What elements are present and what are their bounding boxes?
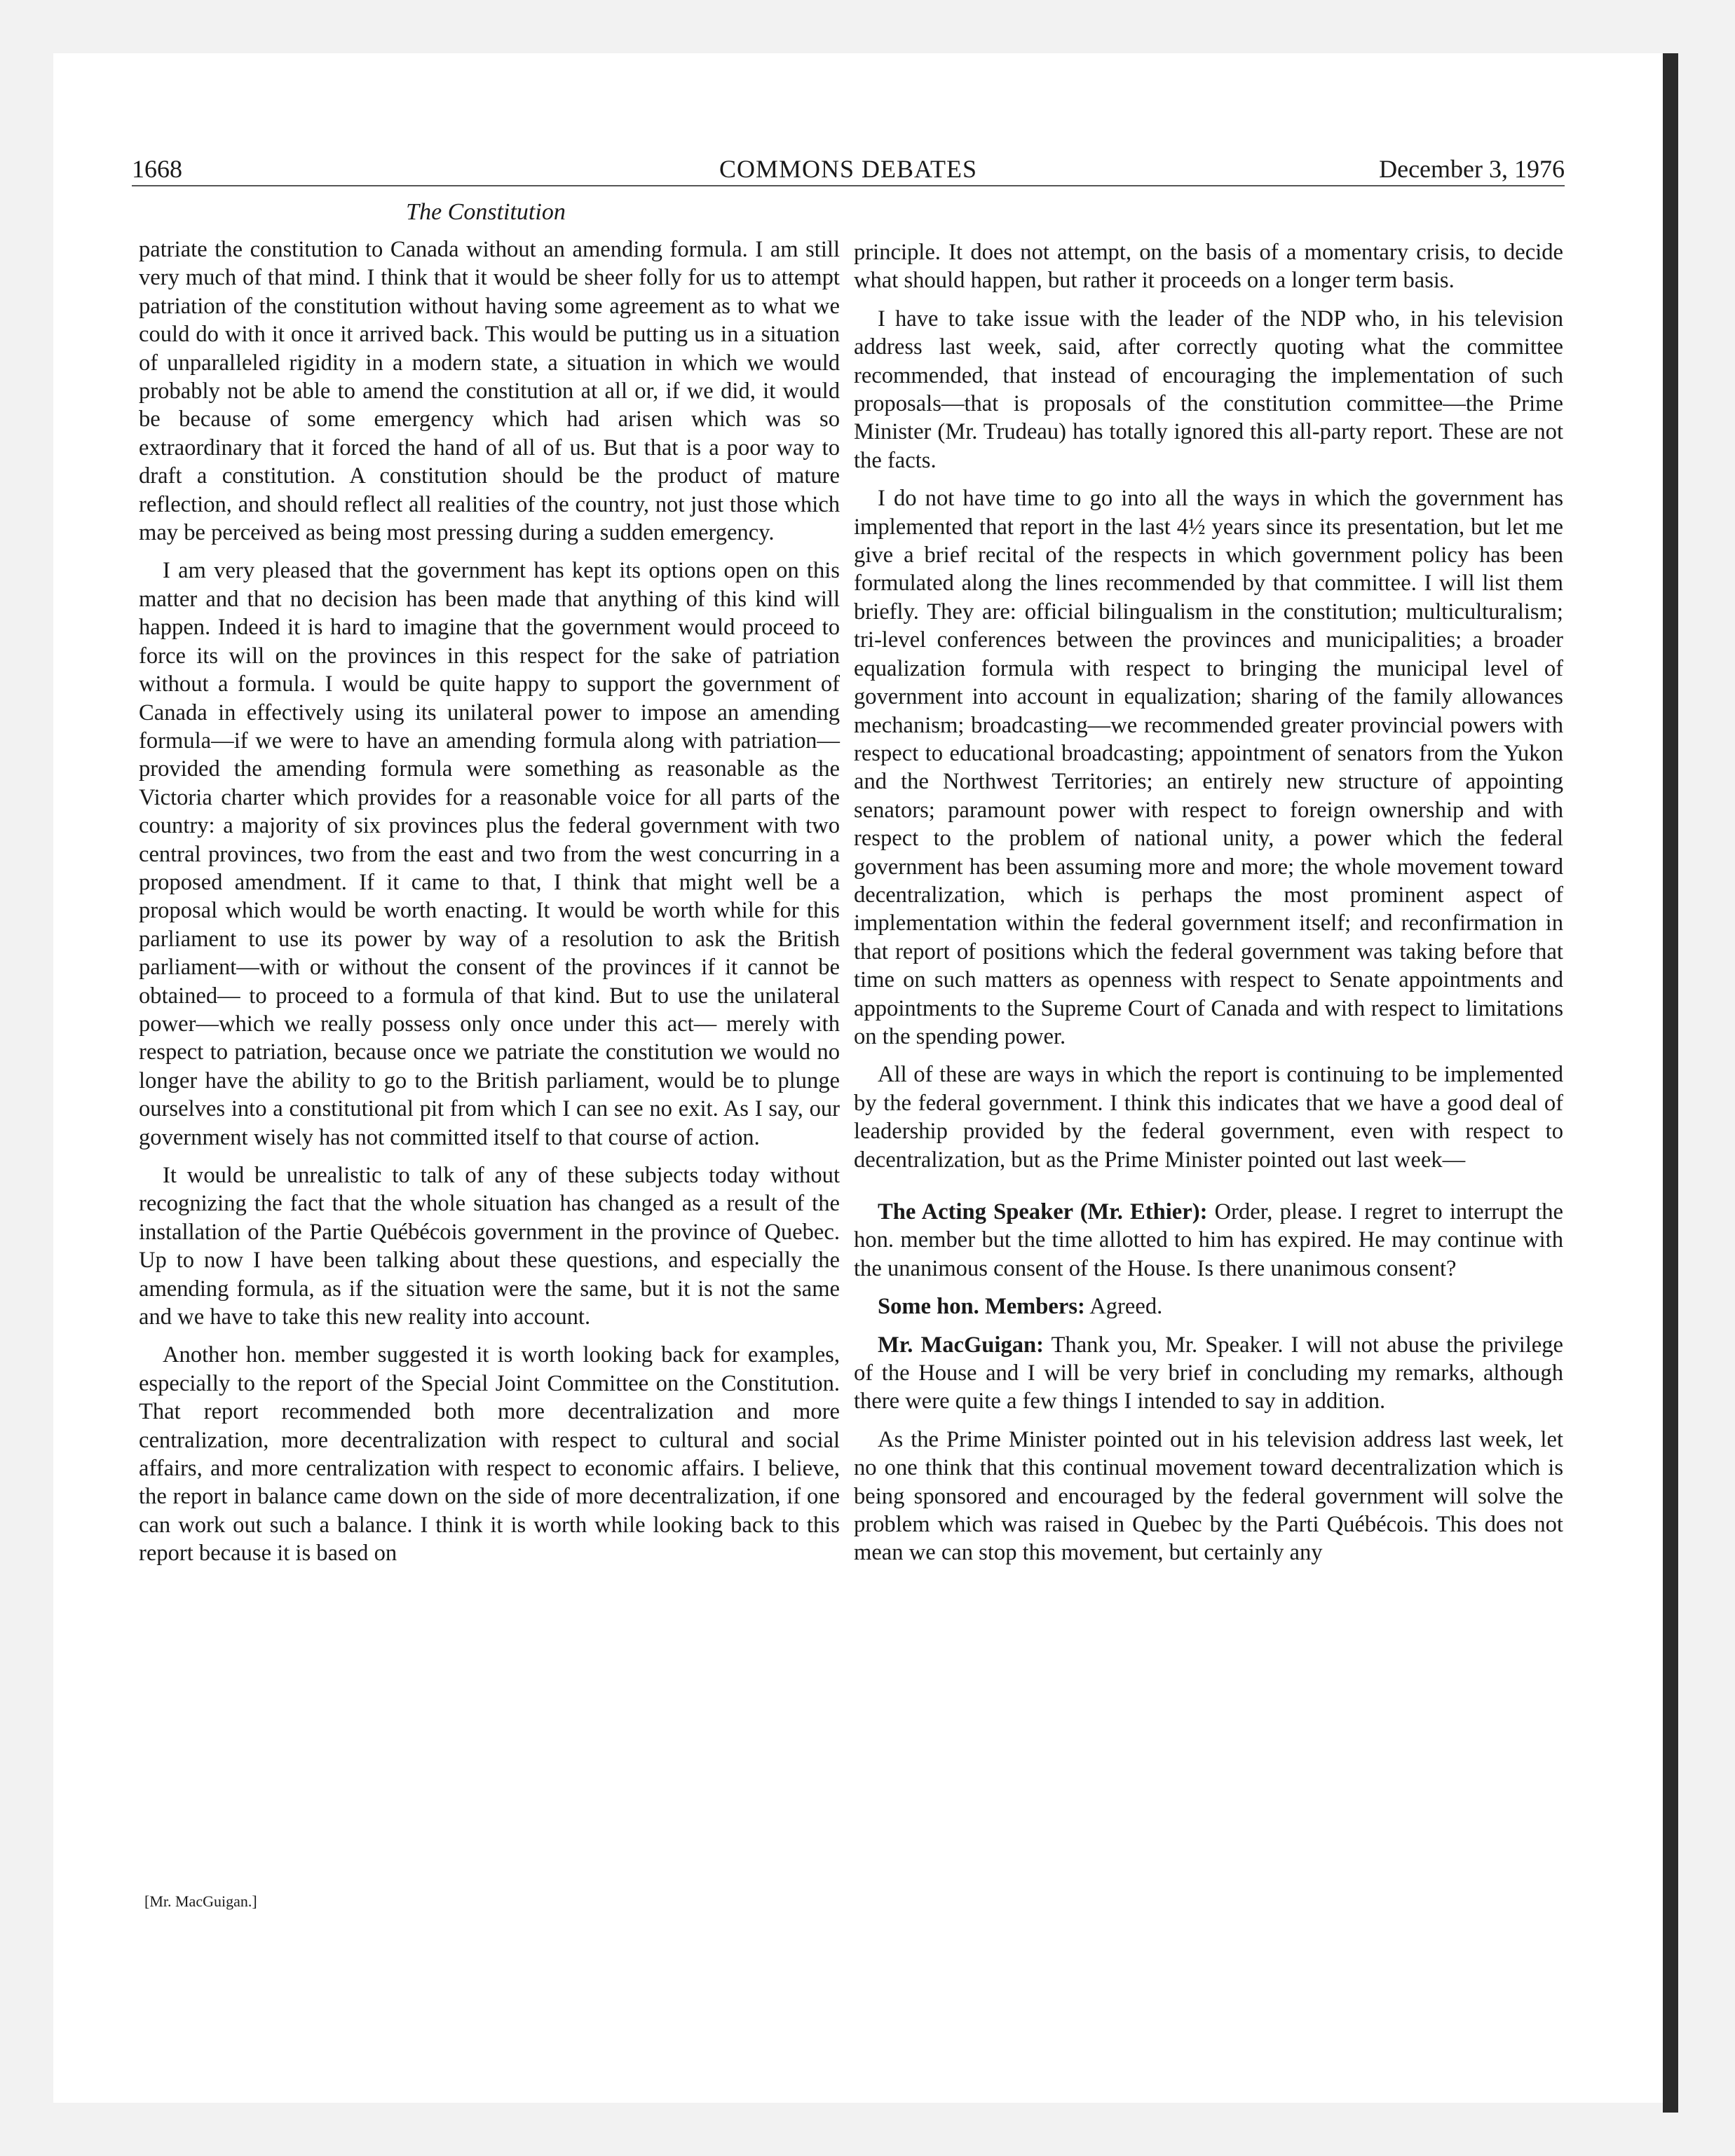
speaker-paragraph	[854, 1292, 1563, 1321]
paragraph: I have to take issue with the leader of the NDP who, in his television address last week, said, after correctly quoting what the committee recommended, that instead of encouraging the implementation of such proposals—that is proposals of the constitution committee—the Prime Minister (Mr. Trudeau) has totally ignored this all-party report. These are not the facts.	[854, 306, 1563, 473]
paragraph: It would be unrealistic to talk of any of these subjects today without recognizing the fact that the whole situation has changed as a result of the installation of the Partie Québécois government in the province of Quebec. Up to now I have been talking about these questions, and especially the amending formula, as if the situation were the same, but it is not the same and we have to take this new reality into account.	[139, 1163, 840, 1330]
scan-edge-shadow	[1663, 53, 1678, 2113]
paragraph: Another hon. member suggested it is worth looking back for examples, especially to the report of the Special Joint Committee on the Constitution. That report recommended both more decentralization and more centralization, more decentralization with respect to cultural and social affairs, and more centralization with respect to economic affairs. I believe, the report in balance came down on the side of more decentralization, if one can work out such a balance. I think it is worth while looking back to this report because it is based on	[139, 1342, 840, 1567]
speaker-attribution: [Mr. MacGuigan.]	[144, 1892, 257, 1910]
left-column	[139, 236, 840, 1568]
running-header	[132, 147, 1565, 186]
paragraph: As the Prime Minister pointed out in his television address last week, let no one think that this continual movement toward decentralization which is being sponsored and encouraged by the federal government will solve the problem which was raised in Quebec by the Parti Québécois. This does not mean we can stop this movement, but certainly any	[854, 1426, 1563, 1566]
paragraph: patriate the constitution to Canada without an amending formula. I am still very much of that mind. I think that it would be sheer folly for us to attempt patriation of the constitution without having some agreement as to what we could do with it once it arrived back. This would be putting us in a situation of unparalleled rigidity in a modern state, a situation in which we would probably not be able to amend the constitution at all or, if we did, it would be because of some emergency which had arisen which was so extraordinary that it forced the hand of all of us. But that is a poor way to draft a constitution. A constitution should be the product of mature reflection, and should reflect all realities of the country, not just those which may be perceived as being most pressing during a sudden emergency.	[139, 237, 840, 546]
paragraph: I am very pleased that the government has kept its options open on this matter and that no decision has been made that anything of this kind will happen. Indeed it is hard to imagine that the government would proceed to force its will on the provinces in this respect for the sake of patriation without a formula. I would be quite happy to support the government of Canada in effectively using its unilateral power to impose an amending formula—if we were to have an amending formula along with patriation—provided the amending formula were something as reasonable as the Victoria charter which provides for a reasonable voice for all parts of the country: a majority of six provinces plus the federal government with two central provinces, two from the east and two from the west concurring in a proposed amendment. If it came to that, I think that might well be a proposal which would be worth enacting. It would be worth while for this parliament to use its power by way of a resolution to ask the British parliament—with or without the consent of the provinces if it cannot be obtained— to proceed to a formula of that kind. But to use the unilateral power—which we really possess only once under this act— merely with respect to patriation, because once we patriate the constitution we would no longer have the ability to go to the British parliament, would be to plunge ourselves into a constitutional pit from which I can see no exit. As I say, our government wisely has not committed itself to that course of action.	[139, 558, 840, 1150]
right-column	[854, 238, 1563, 1567]
speaker-paragraph	[854, 1331, 1563, 1416]
speech-text: Thank you, Mr. Speaker. I will not abuse the privilege of the House and I will be very brief in concluding my remarks, although there were quite a few things I intended to say in addition.	[854, 1332, 1563, 1414]
paragraph: principle. It does not attempt, on the basis of a momentary crisis, to decide what should happen, but rather it proceeds on a longer term basis.	[854, 240, 1563, 294]
speaker-paragraph	[854, 1198, 1563, 1283]
publication-title: COMMONS DEBATES	[719, 155, 978, 183]
speech-text: Order, please. I regret to interrupt the hon. member but the time allotted to him has expired. He may continue with the unanimous consent of the House. Is there unanimous consent?	[854, 1199, 1563, 1281]
speaker-name: The Acting Speaker (Mr. Ethier):	[878, 1199, 1208, 1224]
paragraph: I do not have time to go into all the ways in which the government has implemented that report in the last 4½ years since its presentation, but let me give a brief recital of the respects in which government policy has been formulated along the lines recommended by that committee. I will list them briefly. They are: official bilingualism in the constitution; multiculturalism; tri-level conferences between the provinces and municipalities; a broader equalization formula with respect to bringing the municipal level of government into account in equalization; sharing of the family allowances mechanism; broadcasting—we recommended greater provincial powers with respect to educational broadcasting; appointment of senators from the Yukon and the Northwest Territories; an entirely new structure of appointing senators; paramount power with respect to foreign ownership and with respect to the problem of national unity, a power which the federal government has been assuming more and more; the whole movement toward decentralization, which is perhaps the most prominent aspect of implementation within the federal government itself; and reconfirmation in that report of positions which the federal government was taking before that time on such matters as openness with respect to Senate appointments and appointments to the Supreme Court of Canada and with respect to limitations on the spending power.	[854, 486, 1563, 1049]
speaker-name: Mr. MacGuigan:	[878, 1332, 1045, 1358]
header-rule	[132, 185, 1565, 186]
section-title: The Constitution	[406, 199, 566, 225]
page-number: 1668	[132, 155, 182, 183]
publication-date: December 3, 1976	[1379, 155, 1565, 183]
speech-text: Agreed.	[1084, 1294, 1163, 1320]
speaker-name: Some hon. Members:	[878, 1294, 1085, 1320]
paragraph: All of these are ways in which the report is continuing to be implemented by the federal government. I think this indicates that we have a good deal of leadership provided by the federal government, even with respect to decentralization, but as the Prime Minister pointed out last week—	[854, 1062, 1563, 1173]
